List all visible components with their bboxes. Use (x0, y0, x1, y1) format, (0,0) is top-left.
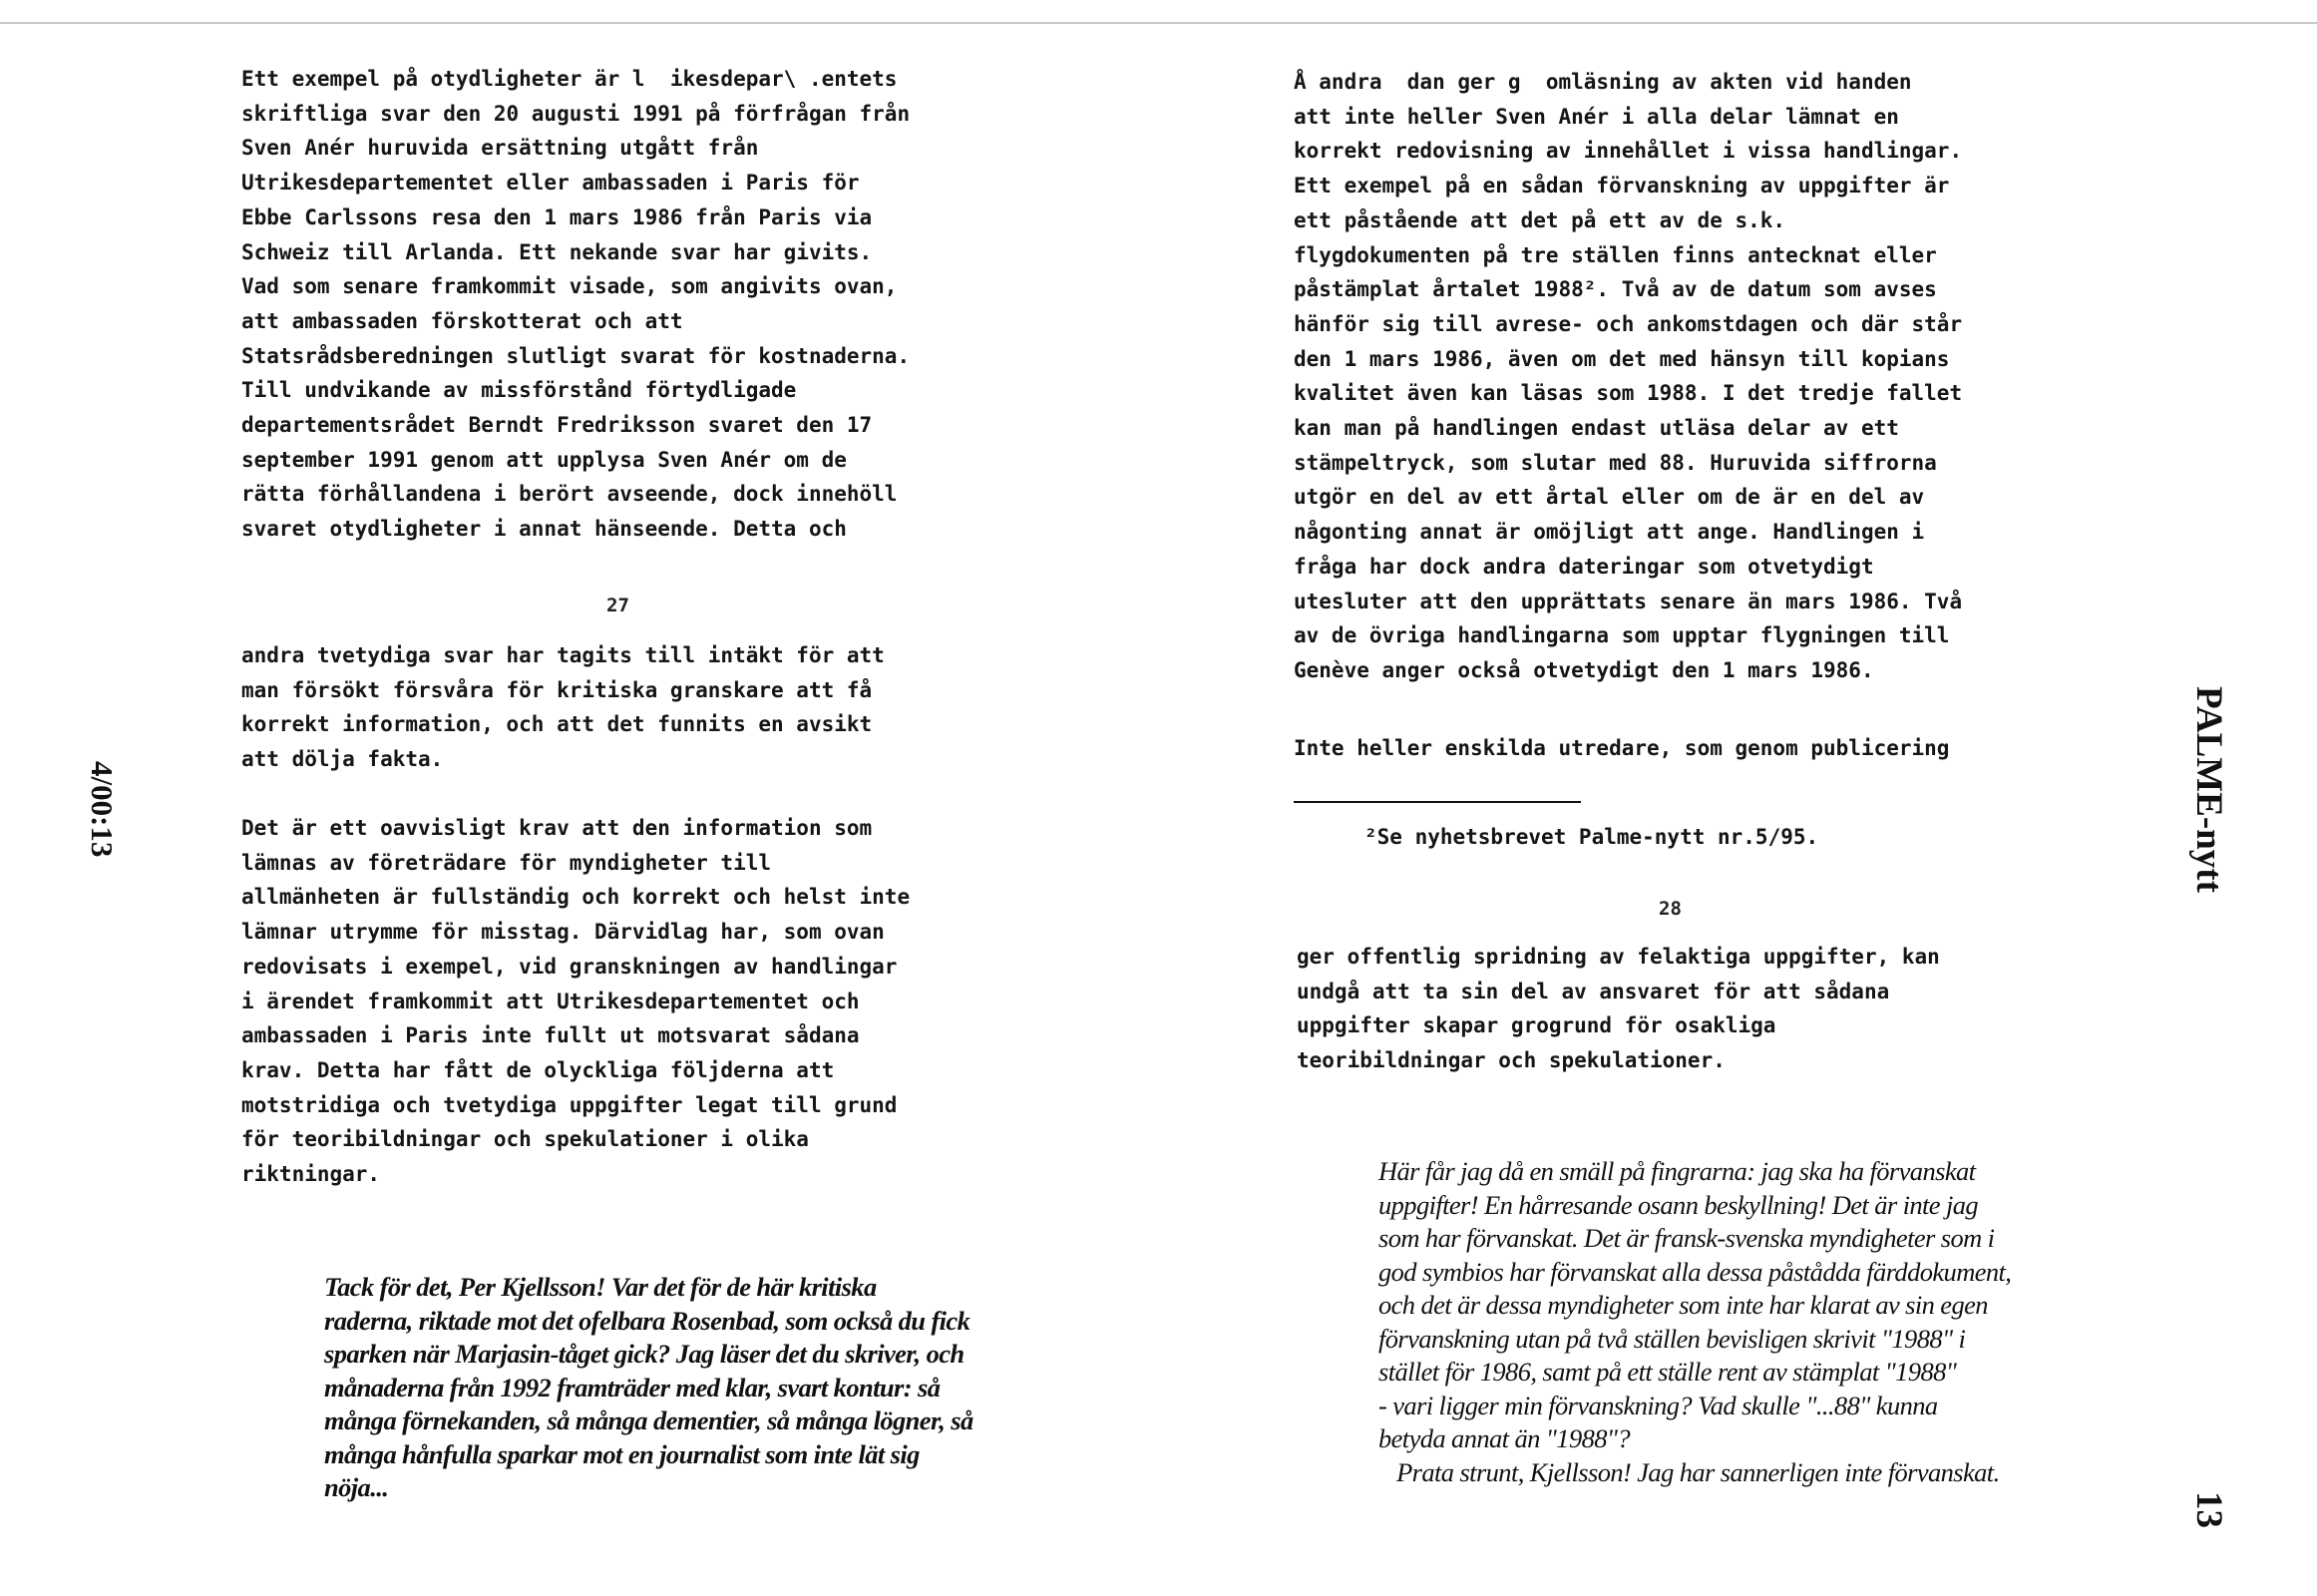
comment-line: som har förvanskat. Det är fransk-svenska myndigheter som i (1378, 1223, 1995, 1253)
text-line: riktningar. (241, 1162, 381, 1187)
text-line: allmänheten är fullständig och korrekt och helst inte (241, 885, 911, 910)
right-paragraph-2-line: Inte heller enskilda utredare, som genom publicering (1294, 736, 1950, 760)
comment-line: sparken när Marjasin-tåget gick? Jag läser det du skriver, och (324, 1339, 965, 1369)
page-number-27: 27 (606, 595, 629, 616)
text-line: Ebbe Carlssons resa den 1 mars 1986 från Paris via (241, 204, 873, 229)
text-line: korrekt information, och att det funnits en avsikt (241, 712, 873, 737)
text-line: någonting annat är omöjligt att ange. Handlingen i (1294, 520, 1925, 545)
sheet-number: 13 (2188, 1491, 2229, 1528)
text-line: motstridiga och tvetydiga uppgifter legat till grund (241, 1092, 898, 1117)
text-line: hänför sig till avrese- och ankomstdagen och där står (1294, 311, 1963, 336)
footnote-separator (1294, 801, 1581, 803)
text-line: Vad som senare framkommit visade, som angivits ovan, (241, 274, 898, 299)
text-line: Utrikesdepartementet eller ambassaden i Paris för (241, 171, 860, 196)
text-line: Sven Anér huruvida ersättning utgått från (241, 136, 759, 161)
text-line: Ett exempel på otydligheter är l ikesdepar\ .entets (241, 67, 898, 91)
text-line: lämnas av företrädare för myndigheter till (241, 850, 772, 875)
text-line: Till undvikande av missförstånd förtydligade (241, 378, 797, 403)
left-top-lines (241, 62, 910, 547)
comment-line: Tack för det, Per Kjellsson! Var det för de här kritiska (324, 1272, 877, 1302)
comment-line: många förnekanden, så många dementier, så många lögner, så (324, 1405, 973, 1435)
text-line: teoribildningar och spekulationer. (1297, 1048, 1726, 1073)
text-line: svaret otydligheter i annat hänseende. Detta och (241, 517, 847, 542)
right-top-paragraph (1294, 65, 1962, 688)
text-line: kvalitet även kan läsas som 1988. I det tredje fallet (1294, 381, 1963, 406)
text-line: departementsrådet Berndt Fredriksson svaret den 17 (241, 413, 873, 438)
left-editor-comment (324, 1271, 973, 1505)
left-bottom-paragraph (241, 811, 910, 1192)
comment-line: betyda annat än "1988"? (1378, 1423, 1631, 1453)
comment-line: Här får jag då en smäll på fingrarna: jag ska ha förvanskat (1378, 1156, 1976, 1186)
text-line: ger offentlig spridning av felaktiga uppgifter, kan (1297, 945, 1940, 969)
text-line: ett påstående att det på ett av de s.k. (1294, 207, 1786, 232)
left-mid-paragraph (241, 638, 885, 777)
comment-line: och det är dessa myndigheter som inte har klarat av sin egen (1378, 1290, 1988, 1320)
text-line: Schweiz till Arlanda. Ett nekande svar har givits. (241, 239, 873, 264)
page-number-28: 28 (1659, 898, 1682, 920)
text-line: att dölja fakta. (241, 747, 444, 772)
text-line: att inte heller Sven Anér i alla delar lämnat en (1294, 104, 1899, 129)
text-line: fråga har dock andra dateringar som otvetydigt (1294, 554, 1874, 579)
text-line: man försökt försvåra för kritiska granskare att få (241, 677, 873, 702)
text-line: Å andra dan ger g omläsning av akten vid handen (1294, 70, 1912, 94)
text-line: för teoribildningar och spekulationer i olika (241, 1127, 809, 1152)
comment-line: raderna, riktade mot det ofelbara Rosenbad, som också du fick (324, 1305, 970, 1336)
text-line: Genève anger också otvetydigt den 1 mars 1986. (1294, 657, 1874, 682)
text-line: den 1 mars 1986, även om det med hänsyn till kopians (1294, 346, 1950, 371)
text-line: andra tvetydiga svar har tagits till intäkt för att (241, 643, 885, 667)
right-continuation-lines (1297, 940, 1940, 1078)
text-line: flygdokumenten på tre ställen finns antecknat eller (1294, 242, 1937, 267)
text-line: utgör en del av ett årtal eller om de är en del av (1294, 485, 1925, 510)
scan-edge-line (0, 22, 2317, 24)
text-line: korrekt redovisning av innehållet i vissa handlingar. (1294, 139, 1963, 164)
comment-line: Prata strunt, Kjellsson! Jag har sannerligen inte förvanskat. (1378, 1456, 2000, 1487)
comment-line: nöja... (324, 1472, 389, 1502)
text-line: lämnar utrymme för misstag. Därvidlag har, som ovan (241, 920, 885, 945)
comment-line: förvanskning utan på två ställen bevisligen skrivit "1988" i (1378, 1323, 1966, 1354)
text-line: uppgifter skapar grogrund för osakliga (1297, 1013, 1776, 1038)
text-line: ambassaden i Paris inte fullt ut motsvarat sådana (241, 1023, 860, 1048)
comment-line: - vari ligger min förvanskning? Vad skulle "...88" kunna (1378, 1390, 1938, 1420)
right-editor-comment (1378, 1155, 2011, 1489)
margin-label-4-00-13: 4/00:13 (85, 761, 120, 858)
left-top-paragraph (241, 62, 910, 547)
text-line: Ett exempel på en sådan förvanskning av uppgifter är (1294, 174, 1950, 199)
text-line: att ambassaden förskotterat och att (241, 308, 683, 333)
text-line: av de övriga handlingarna som upptar flygningen till (1294, 623, 1950, 648)
comment-line: stället för 1986, samt på ett ställe rent av stämplat "1988" (1378, 1357, 1957, 1387)
text-line: stämpeltryck, som slutar med 88. Huruvida siffrorna (1294, 450, 1937, 475)
text-line: krav. Detta har fått de olyckliga följderna att (241, 1057, 835, 1082)
text-line: påstämplat årtalet 1988². Två av de datum som avses (1294, 277, 1937, 302)
text-line: redovisats i exempel, vid granskningen av handlingar (241, 954, 898, 979)
left-bottom-lines (241, 811, 910, 1192)
right-paragraph-2 (1294, 731, 1949, 766)
left-mid-lines (241, 638, 885, 777)
text-line: september 1991 genom att upplysa Sven Anér om de (241, 447, 847, 472)
comment-line: många hånfulla sparkar mot en journalist som inte lät sig (324, 1438, 920, 1469)
margin-title-palme-nytt: PALME-nytt (2188, 686, 2229, 893)
right-continuation-paragraph (1297, 940, 1940, 1078)
text-line: Det är ett oavvisligt krav att den information som (241, 816, 873, 840)
text-line: Statsrådsberedningen slutligt svarat för kostnaderna. (241, 343, 911, 368)
footnote (1364, 820, 1818, 855)
right-top-lines (1294, 65, 1962, 688)
text-line: kan man på handlingen endast utläsa delar av ett (1294, 416, 1899, 441)
text-line: skriftliga svar den 20 augusti 1991 på förfrågan från (241, 101, 911, 126)
footnote-text: ²Se nyhetsbrevet Palme-nytt nr.5/95. (1364, 825, 1819, 849)
comment-line: god symbios har förvanskat alla dessa påstådda färddokument, (1378, 1256, 2012, 1287)
text-line: undgå att ta sin del av ansvaret för att sådana (1297, 979, 1890, 1003)
text-line: i ärendet framkommit att Utrikesdepartementet och (241, 989, 860, 1013)
text-line: rätta förhållandena i berört avseende, dock innehöll (241, 482, 898, 507)
text-line: utesluter att den upprättats senare än mars 1986. Två (1294, 589, 1963, 613)
comment-line: månaderna från 1992 framträder med klar, svart kontur: så (324, 1372, 941, 1402)
comment-line: uppgifter! En hårresande osann beskyllning! Det är inte jag (1378, 1189, 1979, 1220)
